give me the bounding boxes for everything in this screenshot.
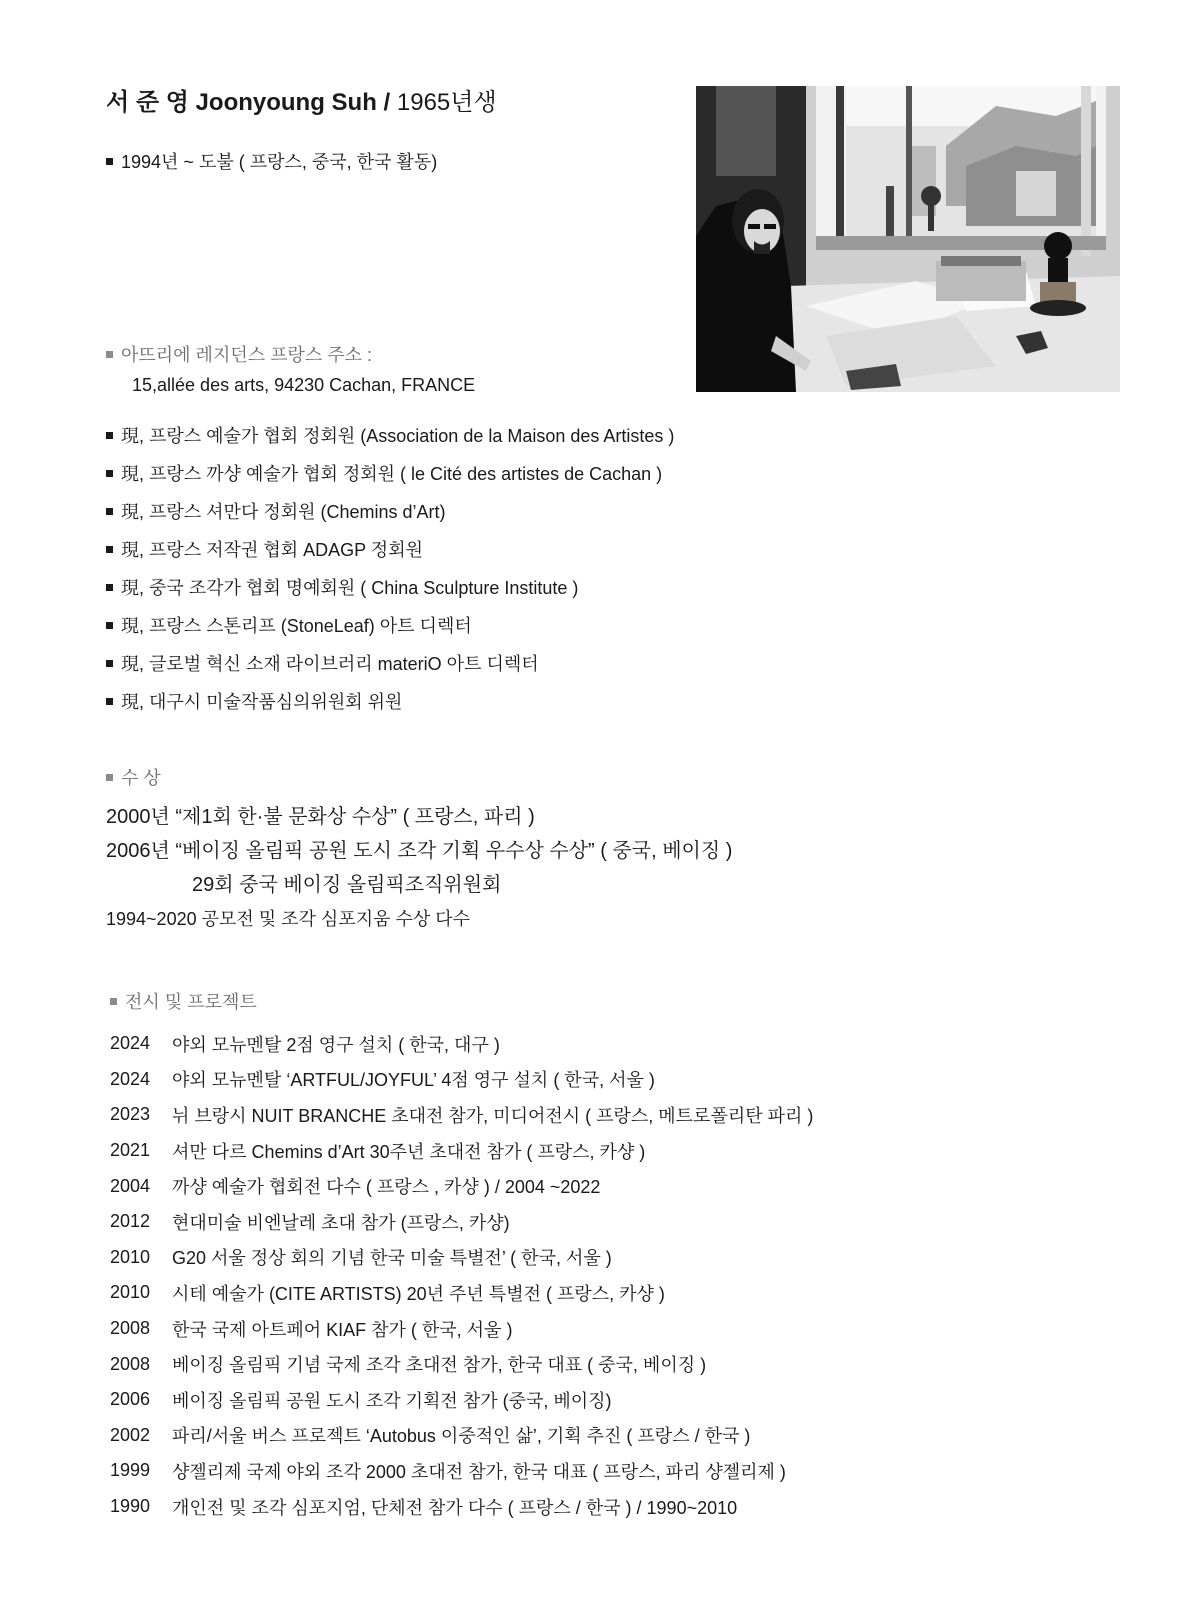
list-item xyxy=(110,1382,813,1418)
exhibition-text: 베이징 올림픽 기념 국제 조각 초대전 참가, 한국 대표 ( 중국, 베이징 ) xyxy=(172,1355,707,1376)
exhibition-year: 1999 xyxy=(110,1460,151,1481)
exhibition-text: G20 서울 정상 회의 기념 한국 미술 특별전’ ( 한국, 서울 ) xyxy=(172,1248,612,1269)
artist-name: 서 준 영 Joonyoung Suh / xyxy=(106,89,391,116)
exhibition-year: 2012 xyxy=(110,1211,151,1232)
bullet-icon xyxy=(110,998,117,1005)
list-item xyxy=(110,1168,813,1204)
exhibition-text: 뉘 브랑시 NUIT BRANCHE 초대전 참가, 미디어전시 ( 프랑스, 메트로폴리탄 파리 ) xyxy=(172,1105,814,1126)
bullet-icon xyxy=(106,584,113,591)
list-item xyxy=(110,1240,813,1276)
bullet-icon xyxy=(106,546,113,553)
exhibition-text: 시테 예술가 (CITE ARTISTS) 20년 주년 특별전 ( 프랑스, 카샹 ) xyxy=(172,1283,665,1304)
bullet-icon xyxy=(106,508,113,515)
residence-address-text: 15,allée des arts, 94230 Cachan, FRANCE xyxy=(132,375,476,395)
list-item: 2000년 “제1회 한·불 문화상 수상” ( 프랑스, 파리 ) xyxy=(106,806,535,828)
list-item xyxy=(110,1275,813,1311)
list-item xyxy=(110,1418,813,1454)
residence-address xyxy=(106,342,475,398)
bullet-icon xyxy=(106,470,113,477)
exhibition-year: 2024 xyxy=(110,1033,151,1054)
list-item: 現, 프랑스 저작권 협회 ADAGP 정회원 xyxy=(106,538,674,576)
list-item: 現, 프랑스 예술가 협회 정회원 (Association de la Maison des Artistes ) xyxy=(106,424,674,462)
exhibition-year: 1990 xyxy=(110,1496,151,1517)
exhibition-text: 까샹 예술가 협회전 다수 ( 프랑스 , 카샹 ) / 2004 ~2022 xyxy=(172,1177,601,1198)
exhibition-text: 파리/서울 버스 프로젝트 ‘Autobus 이중적인 삶’, 기획 추진 ( 프랑스 / 한국 ) xyxy=(172,1426,751,1447)
activity-line xyxy=(106,150,437,174)
list-item xyxy=(110,1026,813,1062)
list-item: 29회 중국 베이징 올림픽조직위원회 xyxy=(192,874,502,896)
membership-list xyxy=(106,424,674,728)
bullet-icon xyxy=(106,774,113,781)
bullet-icon xyxy=(106,698,113,705)
list-item xyxy=(110,1489,813,1525)
exhibition-year: 2008 xyxy=(110,1318,151,1339)
exhibition-text: 베이징 올림픽 공원 도시 조각 기획전 참가 (중국, 베이징) xyxy=(172,1390,612,1411)
exhibition-text: 셔만 다르 Chemins d’Art 30주년 초대전 참가 ( 프랑스, 카샹 ) xyxy=(172,1141,646,1162)
list-item xyxy=(110,1453,813,1489)
exhibition-text: 개인전 및 조각 심포지엄, 단체전 참가 다수 ( 프랑스 / 한국 ) / 1990~2010 xyxy=(172,1497,738,1518)
exhibition-text: 샹젤리제 국제 야외 조각 2000 초대전 참가, 한국 대표 ( 프랑스, 파리 샹젤리제 ) xyxy=(172,1461,786,1482)
exhibition-year: 2008 xyxy=(110,1353,151,1374)
exhibition-year: 2004 xyxy=(110,1175,151,1196)
activity-text: 1994년 ~ 도불 ( 프랑스, 중국, 한국 활동) xyxy=(121,152,438,172)
list-item: 現, 프랑스 까샹 예술가 협회 정회원 ( le Cité des artistes de Cachan ) xyxy=(106,462,674,500)
exhibition-text: 야외 모뉴멘탈 2점 영구 설치 ( 한국, 대구 ) xyxy=(172,1034,500,1055)
exhibition-year: 2021 xyxy=(110,1140,151,1161)
exhibitions-heading: 전시 및 프로젝트 xyxy=(110,988,257,1014)
list-item: 現, 중국 조각가 협회 명예회원 ( China Sculpture Institute ) xyxy=(106,576,674,614)
list-item: 現, 프랑스 셔만다 정회원 (Chemins d’Art) xyxy=(106,500,674,538)
exhibition-text: 야외 모뉴멘탈 ‘ARTFUL/JOYFUL’ 4점 영구 설치 ( 한국, 서울 ) xyxy=(172,1070,655,1091)
bullet-icon xyxy=(106,660,113,667)
list-item: 2006년 “베이징 올림픽 공원 도시 조각 기획 우수상 수상” ( 중국, 베이징 ) xyxy=(106,840,733,862)
bullet-icon xyxy=(106,622,113,629)
list-item xyxy=(110,1133,813,1169)
artist-studio-photo xyxy=(696,86,1120,392)
exhibition-year: 2006 xyxy=(110,1389,151,1410)
bullet-icon xyxy=(106,432,113,439)
list-item xyxy=(110,1062,813,1098)
residence-label: 아뜨리에 레지던스 프랑스 주소 : xyxy=(121,345,373,365)
list-item: 現, 대구시 미술작품심의위원회 위원 xyxy=(106,690,674,728)
exhibition-year: 2010 xyxy=(110,1282,151,1303)
awards-heading: 수 상 xyxy=(106,764,161,790)
awards-list xyxy=(106,800,732,936)
bullet-icon xyxy=(106,351,113,358)
bullet-icon xyxy=(106,158,113,165)
exhibition-year: 2010 xyxy=(110,1246,151,1267)
artist-name-heading xyxy=(106,88,497,118)
list-item: 現, 프랑스 스톤리프 (StoneLeaf) 아트 디렉터 xyxy=(106,614,674,652)
exhibition-year: 2002 xyxy=(110,1424,151,1445)
exhibition-text: 한국 국제 아트페어 KIAF 참가 ( 한국, 서울 ) xyxy=(172,1319,513,1340)
list-item xyxy=(110,1204,813,1240)
exhibition-year: 2023 xyxy=(110,1104,151,1125)
list-item xyxy=(110,1346,813,1382)
list-item xyxy=(110,1097,813,1133)
exhibition-year: 2024 xyxy=(110,1068,151,1089)
birth-year: 1965년생 xyxy=(390,89,497,116)
list-item: 現, 글로벌 혁신 소재 라이브러리 materiO 아트 디렉터 xyxy=(106,652,674,690)
list-item: 1994~2020 공모전 및 조각 심포지움 수상 다수 xyxy=(106,909,471,929)
list-item xyxy=(110,1311,813,1347)
exhibition-text: 현대미술 비엔날레 초대 참가 (프랑스, 카샹) xyxy=(172,1212,510,1233)
exhibitions-list xyxy=(110,1026,813,1524)
